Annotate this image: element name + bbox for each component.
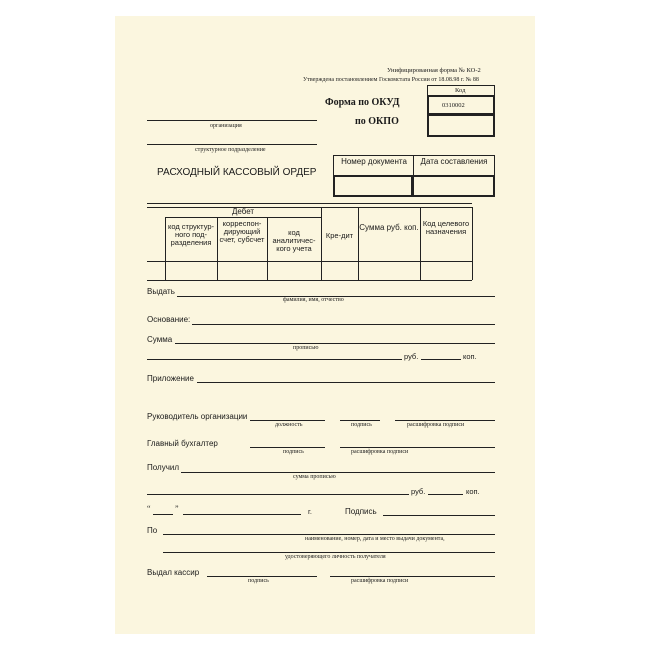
date-month-line[interactable] [183,514,301,515]
date-quote-close: ” [175,504,179,513]
cashier-name-caption: расшифровка подписи [351,578,409,584]
code-header-label: Код [455,87,466,94]
sum-words-line[interactable] [175,343,495,344]
accountant-name-line[interactable] [340,447,495,448]
cashier-label: Выдал кассир [147,568,200,577]
id-document-line-2[interactable] [163,552,495,553]
department-caption: структурное подразделение [195,147,266,153]
received-rub-label: руб. [411,487,426,496]
organization-line[interactable] [147,120,317,121]
department-line[interactable] [147,144,317,145]
summa-label: Сумма [147,335,173,344]
received-kop-label: коп. [466,487,480,496]
col-credit-header: Кре-дит [325,231,354,240]
col-analytic-code-header: код аналитичес-кого учета [272,228,316,253]
col-purpose-code-header: Код целевого назначения [422,219,470,236]
po-label: По [147,526,158,535]
osnovanie-label: Основание: [147,315,191,324]
podpis-label: Подпись [345,507,377,516]
okpo-code-cell[interactable] [427,114,495,137]
head-position-line[interactable] [250,420,325,421]
received-sum-line[interactable] [181,472,495,473]
head-position-caption: должность [275,422,303,428]
okud-code-cell [427,95,495,115]
chief-accountant-label: Главный бухгалтер [147,439,218,448]
okud-code-value: 0310002 [442,102,465,109]
id-document-line[interactable] [163,534,495,535]
poluchil-label: Получил [147,463,179,472]
propisyu-caption: прописью [293,345,319,351]
head-name-line[interactable] [395,420,495,421]
summa-propisyu-caption: сумма прописью [293,474,336,480]
approval-line: Утверждена постановлением Госкомстата России от 18.08.98 г. № 88 [303,77,479,83]
rub-label: руб. [404,352,419,361]
head-name-caption: расшифровка подписи [407,422,465,428]
received-sum-line-2[interactable] [147,494,409,495]
recipient-signature-line[interactable] [383,515,495,516]
col-dept-code-header: код структур-ного под-разделения [167,222,215,247]
col-corr-account-header: корреспон-дирующий счет, субсчет [219,219,265,244]
date-quote-open: “ [147,504,151,513]
fio-caption: фамилия, имя, отчество [283,297,344,303]
okud-label: Форма по ОКУД [325,97,400,108]
attachment-line[interactable] [197,382,495,383]
head-signature-line[interactable] [340,420,380,421]
sum-words-line-2[interactable] [147,359,402,360]
kop-label: коп. [463,352,477,361]
received-kop-line[interactable] [428,494,463,495]
vydat-label: Выдать [147,287,175,296]
head-signature-caption: подпись [351,422,372,428]
doc-date-header: Дата составления [420,157,488,166]
prilozhenie-label: Приложение [147,374,194,383]
cashier-signature-line[interactable] [207,576,317,577]
id-document-caption: наименование, номер, дата и место выдачи документа, [305,536,445,542]
year-label: г. [308,507,312,516]
okpo-label: по ОКПО [355,116,399,127]
accountant-name-caption: расшифровка подписи [351,449,409,455]
accountant-signature-line[interactable] [250,447,325,448]
accountant-signature-caption: подпись [283,449,304,455]
doc-date-cell[interactable] [412,175,495,197]
form-number-line: Унифицированная форма № КО-2 [387,67,481,74]
debit-header: Дебет [231,207,255,216]
udost-caption: удостоверяющего личность получателя [285,554,386,560]
organization-caption: организация [210,123,242,129]
col-sum-header: Сумма руб. коп. [359,223,419,232]
form-sheet [115,16,535,634]
date-day-line[interactable] [153,514,173,515]
basis-line[interactable] [192,324,495,325]
form-title: РАСХОДНЫЙ КАССОВЫЙ ОРДЕР [157,167,317,178]
cashier-signature-caption: подпись [248,578,269,584]
head-of-org-label: Руководитель организации [147,412,248,421]
doc-number-header: Номер документа [341,157,407,166]
cashier-name-line[interactable] [330,576,495,577]
doc-number-cell[interactable] [333,175,413,197]
rub-kop-line[interactable] [421,359,461,360]
